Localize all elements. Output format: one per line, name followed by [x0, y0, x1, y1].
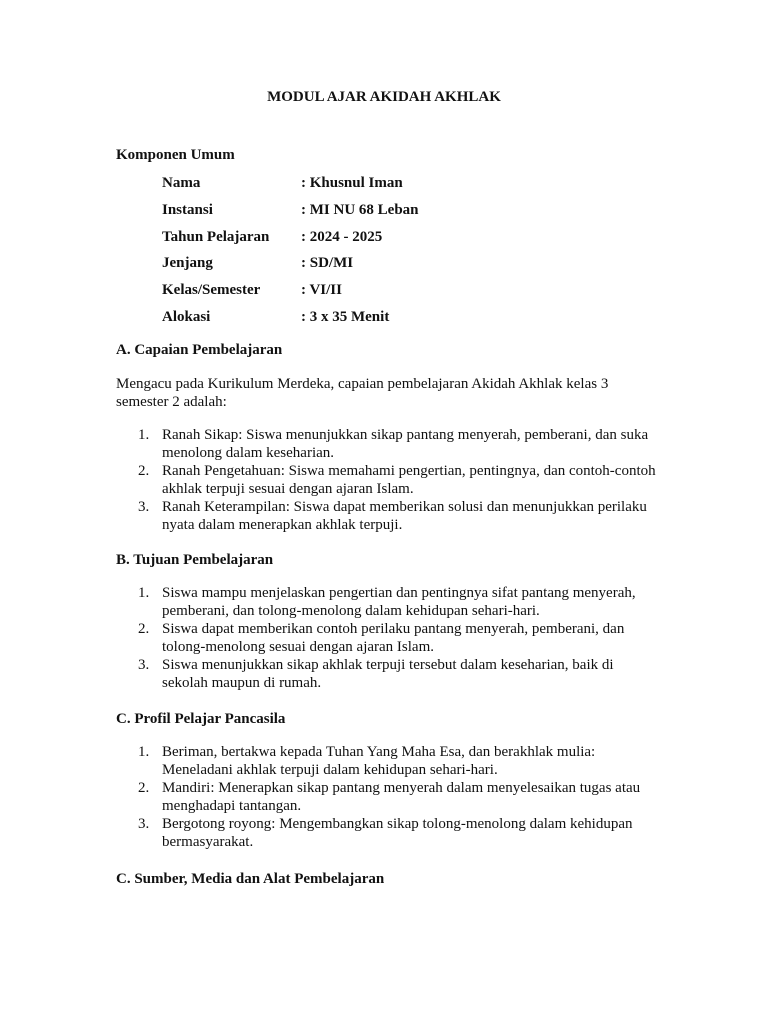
info-value: : MI NU 68 Leban — [301, 202, 419, 218]
info-row-tahun-pelajaran — [162, 228, 622, 246]
info-value: : Khusnul Iman — [301, 175, 403, 191]
list-text: Siswa mampu menjelaskan pengertian dan pentingnya sifat pantang menyerah, pemberani, dan tolong-menolong dalam kehidupan sehari-hari. — [162, 585, 636, 619]
list-text: Ranah Keterampilan: Siswa dapat memberikan solusi dan menunjukkan perilaku nyata dalam menerapkan akhlak terpuji. — [162, 499, 647, 533]
list-text: Siswa dapat memberikan contoh perilaku pantang menyerah, pemberani, dan tolong-menolong sesuai dengan ajaran Islam. — [162, 621, 625, 655]
document-title: MODUL AJAR AKIDAH AKHLAK — [267, 89, 501, 105]
tujuan-list — [116, 584, 661, 692]
list-item — [116, 584, 661, 620]
list-item — [116, 779, 661, 815]
list-item — [116, 620, 661, 656]
info-row-nama — [162, 174, 622, 192]
list-text: Bergotong royong: Mengembangkan sikap tolong-menolong dalam kehidupan bermasyarakat. — [162, 816, 633, 850]
info-row-alokasi — [162, 308, 622, 326]
komponen-umum-heading: Komponen Umum — [116, 147, 235, 163]
capaian-list — [116, 426, 661, 534]
list-item — [116, 743, 661, 779]
info-row-jenjang — [162, 254, 622, 272]
list-text: Ranah Sikap: Siswa menunjukkan sikap pantang menyerah, pemberani, dan suka menolong dalam keseharian. — [162, 427, 649, 461]
info-value: : 2024 - 2025 — [301, 229, 383, 245]
list-number: 3. — [138, 657, 150, 673]
tujuan-heading: B. Tujuan Pembelajaran — [116, 552, 274, 568]
info-value: : SD/MI — [301, 255, 354, 271]
info-label: Nama — [162, 175, 201, 191]
info-label: Jenjang — [162, 255, 213, 271]
list-number: 1. — [138, 585, 150, 601]
list-number: 2. — [138, 621, 150, 637]
info-row-instansi — [162, 201, 622, 219]
info-label: Instansi — [162, 202, 213, 218]
info-label: Tahun Pelajaran — [162, 229, 270, 245]
profil-heading: C. Profil Pelajar Pancasila — [116, 711, 286, 727]
info-label: Kelas/Semester — [162, 282, 261, 298]
list-text: Beriman, bertakwa kepada Tuhan Yang Maha Esa, dan berakhlak mulia: Meneladani akhlak terpuji dalam kehidupan sehari-hari. — [162, 744, 596, 778]
list-item — [116, 462, 661, 498]
list-text: Ranah Pengetahuan: Siswa memahami pengertian, pentingnya, dan contoh-contoh akhlak terpuji sesuai dengan ajaran Islam. — [162, 463, 656, 497]
capaian-heading: A. Capaian Pembelajaran — [116, 342, 283, 358]
list-item — [116, 656, 661, 692]
list-number: 2. — [138, 780, 150, 796]
list-number: 3. — [138, 816, 150, 832]
list-item — [116, 426, 661, 462]
profil-list — [116, 743, 661, 851]
list-number: 1. — [138, 744, 150, 760]
info-value: : VI/II — [301, 282, 342, 298]
list-text: Mandiri: Menerapkan sikap pantang menyerah dalam menyelesaikan tugas atau menghadapi tantangan. — [162, 780, 641, 814]
list-number: 3. — [138, 499, 150, 515]
list-number: 1. — [138, 427, 150, 443]
info-label: Alokasi — [162, 309, 211, 325]
list-item — [116, 498, 661, 534]
list-item — [116, 815, 661, 851]
sumber-heading: C. Sumber, Media dan Alat Pembelajaran — [116, 871, 385, 887]
list-number: 2. — [138, 463, 150, 479]
capaian-intro: Mengacu pada Kurikulum Merdeka, capaian pembelajaran Akidah Akhlak kelas 3 semester 2 adalah: — [116, 376, 609, 410]
info-row-kelas-semester — [162, 281, 622, 299]
info-value: : 3 x 35 Menit — [301, 309, 390, 325]
list-text: Siswa menunjukkan sikap akhlak terpuji tersebut dalam keseharian, baik di sekolah maupun di rumah. — [162, 657, 614, 691]
